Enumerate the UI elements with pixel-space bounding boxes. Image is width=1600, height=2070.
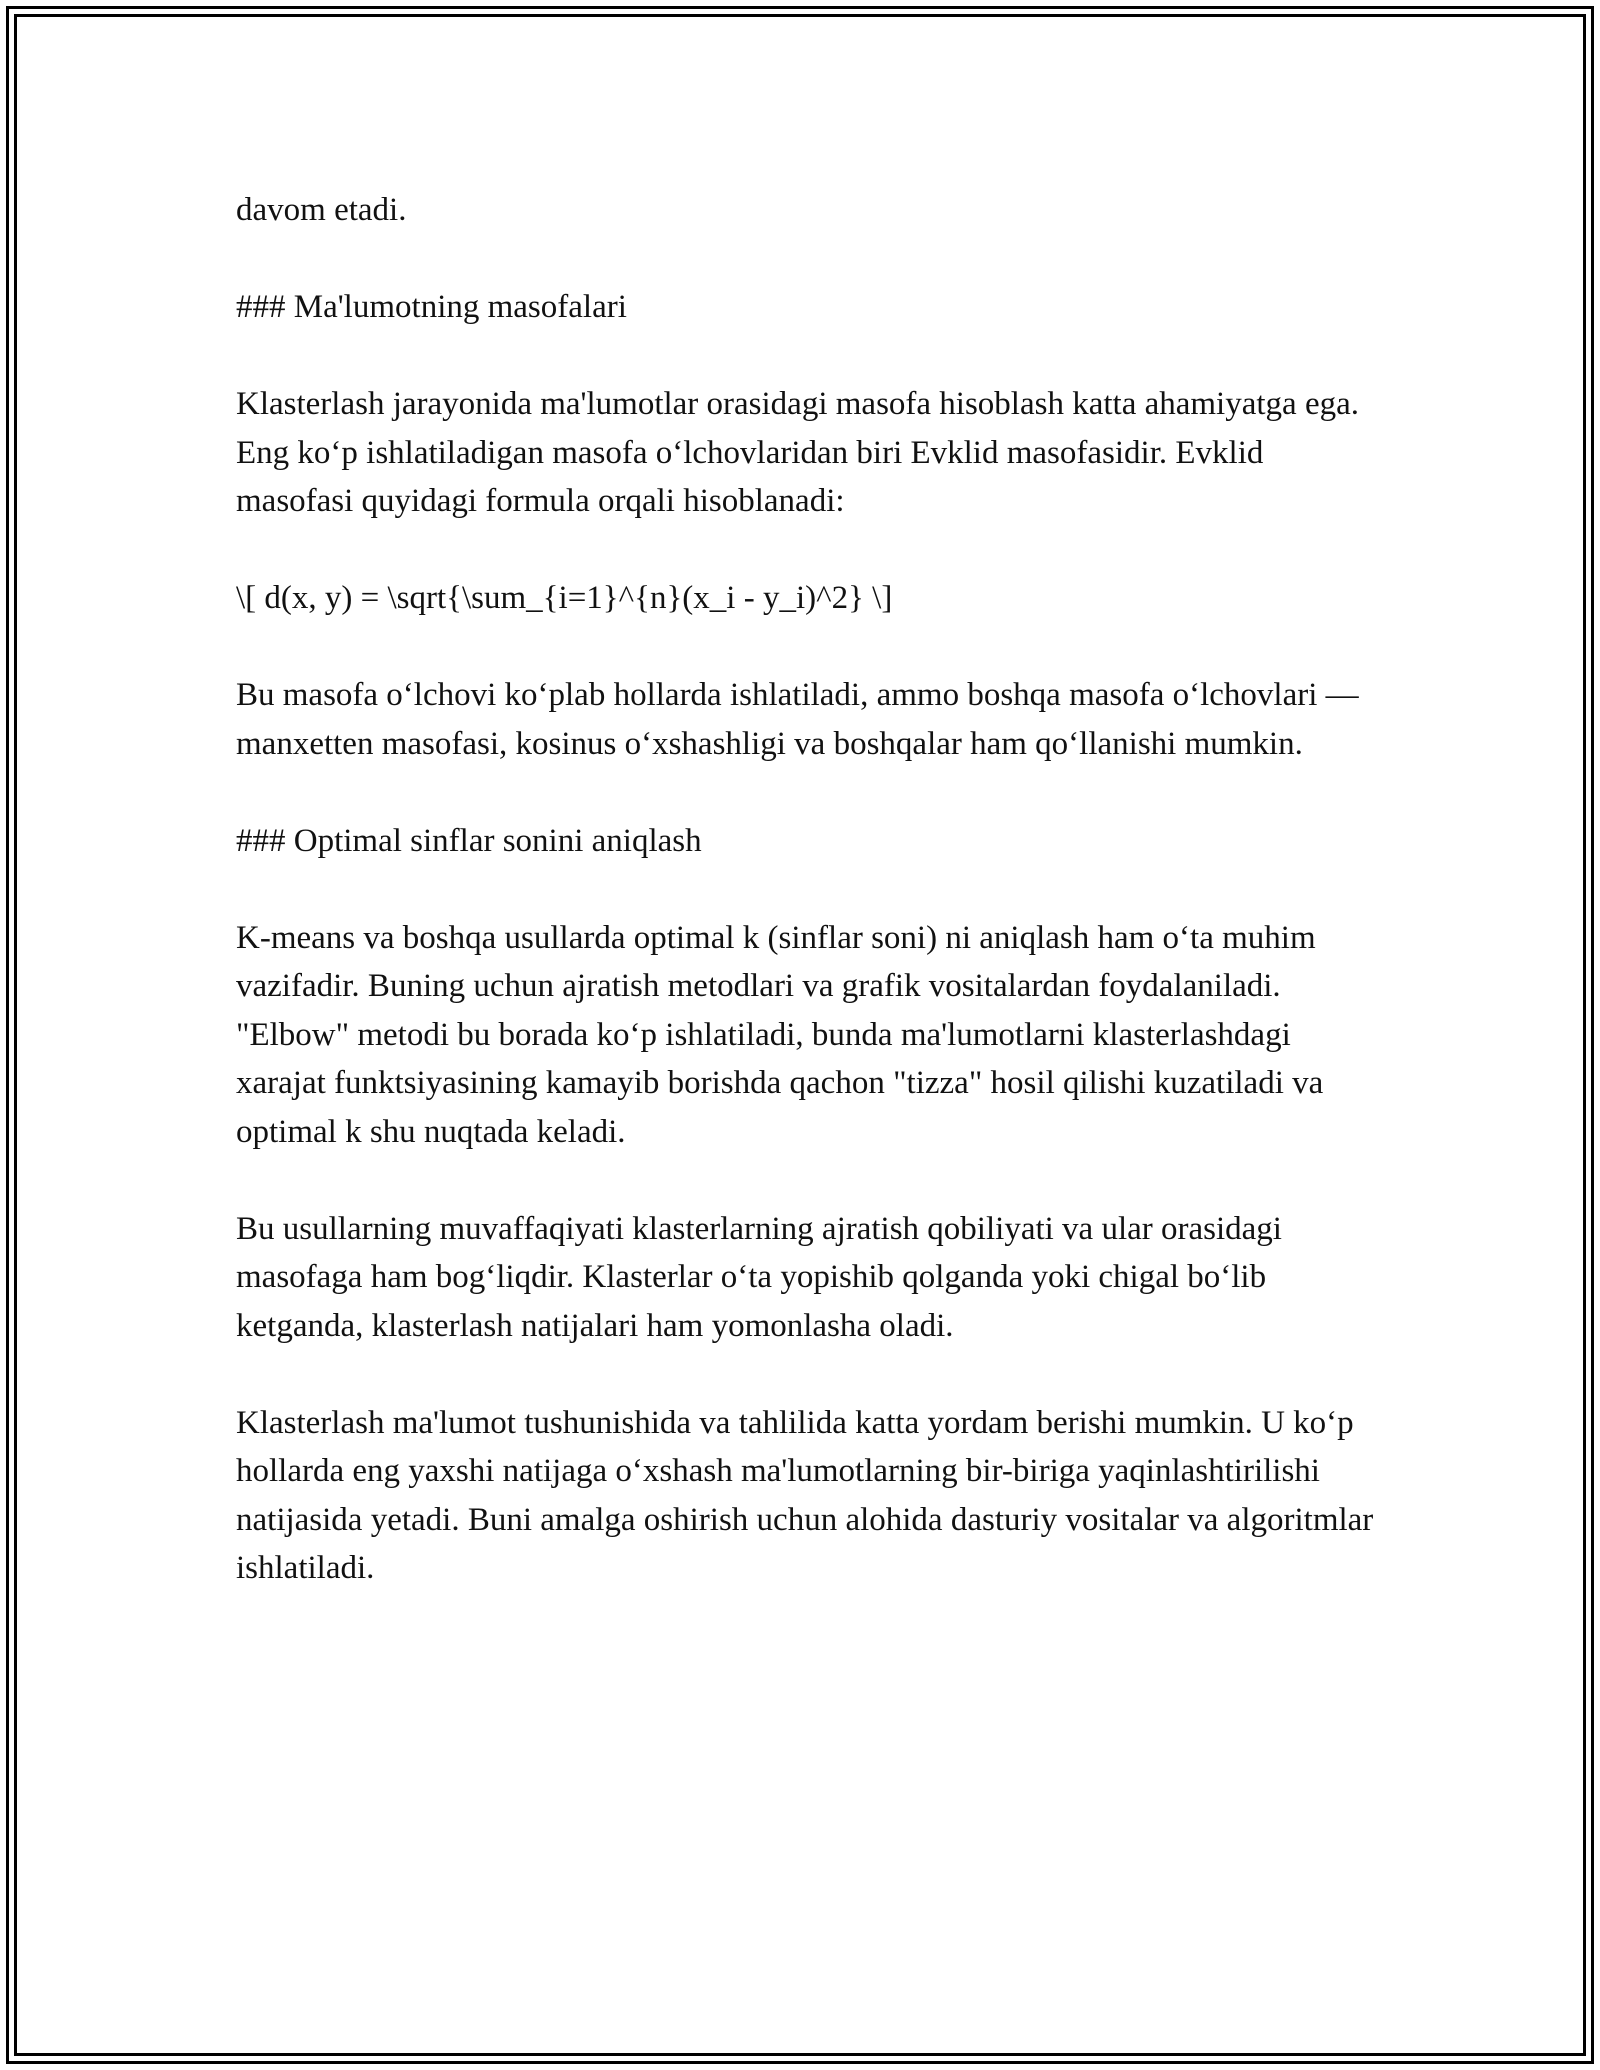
formula-euclidean: \[ d(x, y) = \sqrt{\sum_{i=1}^{n}(x_i - y_i)^2} \] — [236, 580, 893, 616]
paragraph-distance-intro: Klasterlash jarayonida ma'lumotlar orasidagi masofa hisoblash katta ahamiyatga ega. Eng ko‘p ishlatiladigan masofa o‘lchovlaridan biri Evklid masofasidir. Evklid masofasi quyidagi formula orqali hisoblanadi: — [236, 386, 1359, 519]
continuation-text: davom etadi. — [236, 192, 407, 228]
section-heading-distances: ### Ma'lumotning masofalari — [236, 289, 627, 325]
paragraph-elbow-method: K-means va boshqa usullarda optimal k (sinflar soni) ni aniqlash ham o‘ta muhim vazifadir. Buning uchun ajratish metodlari va grafik vositalardan foydalaniladi. "Elbow" metodi bu borada ko‘p ishlatiladi, bunda ma'lumotlarni klasterlashdagi xarajat funktsiyasining kamayib borishda qachon "tizza" hosil qilishi kuzatiladi va optimal k shu nuqtada keladi. — [236, 919, 1324, 1150]
paragraph-other-measures: Bu masofa o‘lchovi ko‘plab hollarda ishlatiladi, ammo boshqa masofa o‘lchovlari — manxetten masofasi, kosinus o‘xshashligi va boshqalar ham qo‘llanishi mumkin. — [236, 677, 1359, 762]
paragraph-separation: Bu usullarning muvaffaqiyati klasterlarning ajratish qobiliyati va ular orasidagi masofaga ham bog‘liqdir. Klasterlar o‘ta yopishib qolganda yoki chigal bo‘lib ketganda, klasterlash natijalari ham yomonlasha oladi. — [236, 1210, 1282, 1344]
section-heading-optimal-k: ### Optimal sinflar sonini aniqlash — [236, 822, 702, 859]
paragraph-conclusion: Klasterlash ma'lumot tushunishida va tahlilida katta yordam berishi mumkin. U ko‘p hollarda eng yaxshi natijaga o‘xshash ma'lumotlarning bir-biriga yaqinlashtirilishi natijasida yetadi. Buni amalga oshirish uchun alohida dasturiy vositalar va algoritmlar ishlatiladi. — [236, 1404, 1374, 1586]
document-body — [236, 186, 1376, 1641]
